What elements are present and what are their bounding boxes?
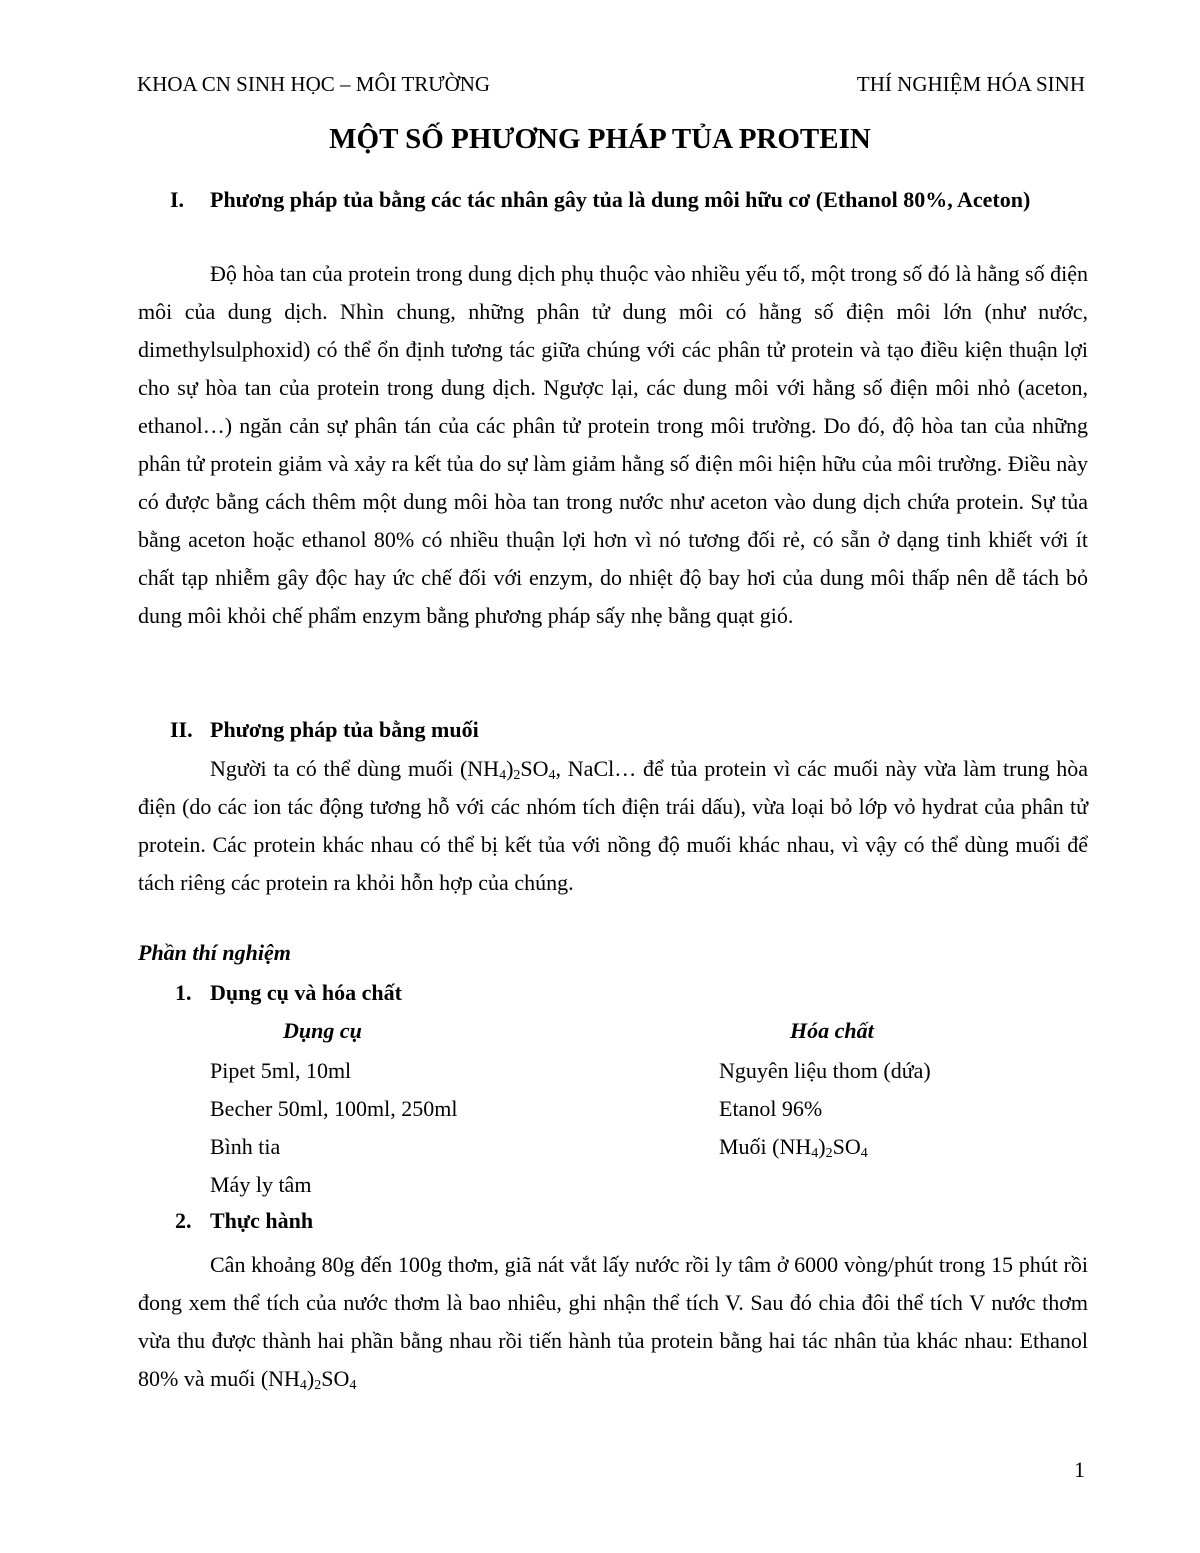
item-2-number: 2. xyxy=(175,1208,192,1233)
section-1-title: Phương pháp tủa bằng các tác nhân gây tủa là dung môi hữu cơ (Ethanol 80%, Aceton) xyxy=(210,187,1031,212)
subscript: 4 xyxy=(860,1146,868,1161)
tool-item: Máy ly tâm xyxy=(210,1172,312,1197)
section-1-paragraph: Độ hòa tan của protein trong dung dịch phụ thuộc vào nhiều yếu tố, một trong số đó là hằng số điện môi của dung dịch. Nhìn chung, những phân tử dung môi có hằng số điện môi lớn (như nước, dimethylsulphoxid) có thể ổn định tương tác giữa chúng với các phân tử protein và tạo điều kiện thuận lợi cho sự hòa tan của protein trong dung dịch. Ngược lại, các dung môi với hằng số điện môi nhỏ (aceton, ethanol…) ngăn cản sự phân tán của các phân tử protein trong môi trường. Do đó, độ hòa tan của những phân tử protein giảm và xảy ra kết tủa do sự làm giảm hằng số điện môi hiện hữu của môi trường. Điều này có được bằng cách thêm một dung môi hòa tan trong nước như aceton vào dung dịch chứa protein. Sự tủa bằng aceton hoặc ethanol 80% có nhiều thuận lợi hơn vì nó tương đối rẻ, có sẵn ở dạng tinh khiết với ít chất tạp nhiễm gây độc hay ức chế đối với enzym, do nhiệt độ bay hơi của dung môi thấp nên dễ tách bỏ dung môi khỏi chế phẩm enzym bằng phương pháp sấy nhẹ bằng quạt gió. xyxy=(138,261,1088,628)
item-2-title: Thực hành xyxy=(210,1208,314,1233)
text-run: , NaCl… để tủa protein vì các muối này vừa làm trung hòa điện (do các ion tác động tương hỗ với các nhóm tích điện trái dấu), vừa loại bỏ lớp vỏ hydrat của phân tử protein. Các protein khác nhau có thể bị kết tủa với nồng độ muối khác nhau, vì vậy có thể dùng muối để tách riêng các protein ra khỏi hỗn hợp của chúng. xyxy=(138,756,1089,895)
tools-column-header: Dụng cụ xyxy=(283,1018,362,1043)
text-run: Muối (NH xyxy=(719,1134,812,1159)
section-2-title: Phương pháp tủa bằng muối xyxy=(210,717,479,742)
text-run: SO xyxy=(321,1366,350,1391)
section-2-paragraph xyxy=(138,750,1088,902)
section-2-number: II. xyxy=(170,717,193,742)
subscript: 2 xyxy=(314,1378,322,1393)
chemical-item: Etanol 96% xyxy=(719,1096,823,1121)
page-number: 1 xyxy=(1074,1457,1085,1482)
text-run: ) xyxy=(506,756,514,781)
subscript: 4 xyxy=(499,768,507,783)
tools-list xyxy=(210,1052,457,1204)
section-1-number: I. xyxy=(170,187,185,212)
chemicals-column-header: Hóa chất xyxy=(790,1018,874,1043)
chemicals-list xyxy=(719,1052,931,1166)
text-run: ) xyxy=(306,1366,315,1391)
item-1-number: 1. xyxy=(175,980,192,1005)
header-course: THÍ NGHIỆM HÓA SINH xyxy=(856,72,1085,96)
text-run: Người ta có thể dùng muối (NH xyxy=(210,756,500,781)
subscript: 2 xyxy=(513,768,521,783)
tool-item: Bình tia xyxy=(210,1134,281,1159)
subscript: 4 xyxy=(349,1378,357,1393)
chemical-item: Nguyên liệu thom (dứa) xyxy=(719,1058,931,1083)
tool-item: Becher 50ml, 100ml, 250ml xyxy=(210,1096,458,1121)
subscript: 4 xyxy=(548,768,556,783)
subscript: 4 xyxy=(811,1146,819,1161)
chemical-item xyxy=(719,1128,931,1166)
tool-item: Pipet 5ml, 10ml xyxy=(210,1058,352,1083)
text-run: SO xyxy=(832,1134,861,1159)
header-faculty: KHOA CN SINH HỌC – MÔI TRƯỜNG xyxy=(137,72,491,96)
subscript: 2 xyxy=(825,1146,833,1161)
item-2-paragraph xyxy=(138,1246,1088,1398)
experiment-heading: Phần thí nghiệm xyxy=(138,940,291,965)
subscript: 4 xyxy=(299,1378,307,1393)
document-title: MỘT SỐ PHƯƠNG PHÁP TỦA PROTEIN xyxy=(329,123,871,155)
page-header xyxy=(137,72,1085,102)
text-run: ) xyxy=(818,1134,826,1159)
text-run: Cân khoảng 80g đến 100g thơm, giã nát vắt lấy nước rồi ly tâm ở 6000 vòng/phút trong 15 phút rồi đong xem thể tích của nước thơm là bao nhiêu, ghi nhận thể tích V. Sau đó chia đôi thể tích V nước thơm vừa thu được thành hai phần bằng nhau rồi tiến hành tủa protein bằng hai tác nhân tủa khác nhau: Ethanol 80% và muối (NH xyxy=(138,1252,1088,1391)
item-1-title: Dụng cụ và hóa chất xyxy=(210,980,402,1005)
text-run: SO xyxy=(520,756,549,781)
